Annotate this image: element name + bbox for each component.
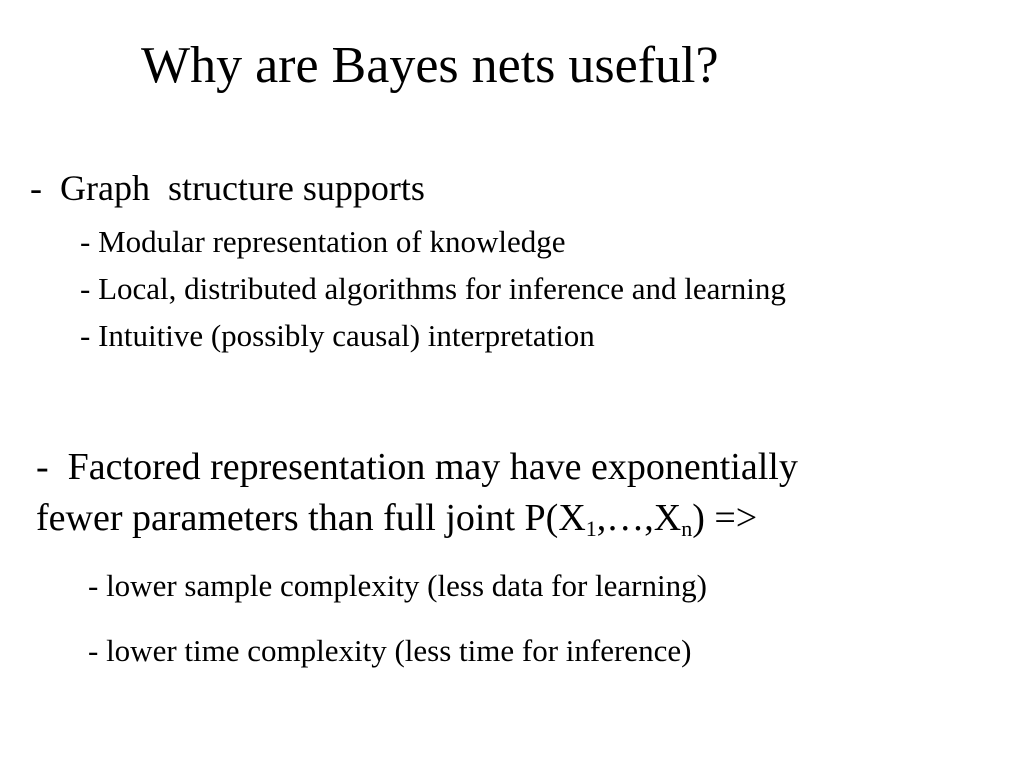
joint-text-post: ) => [692,497,758,539]
slide-title: Why are Bayes nets useful? [141,37,719,94]
subbullet-modular-representation: - Modular representation of knowledge [80,224,566,259]
subbullet-local-algorithms: - Local, distributed algorithms for inference and learning [80,271,786,306]
subbullet-time-complexity: - lower time complexity (less time for inference) [88,633,692,668]
subbullet-sample-complexity: - lower sample complexity (less data for learning) [88,568,707,603]
subscript-n: n [681,516,693,541]
bullet-factored-representation-continued [36,497,757,539]
subscript-1: 1 [585,516,597,541]
joint-text-pre: fewer parameters than full joint P(X [36,497,586,539]
subbullet-intuitive-interpretation: - Intuitive (possibly causal) interpretation [80,318,595,353]
joint-text-mid: ,…,X [596,497,682,539]
bullet-graph-structure: - Graph structure supports [30,168,425,208]
bullet-factored-representation: - Factored representation may have exponentially [36,446,798,488]
